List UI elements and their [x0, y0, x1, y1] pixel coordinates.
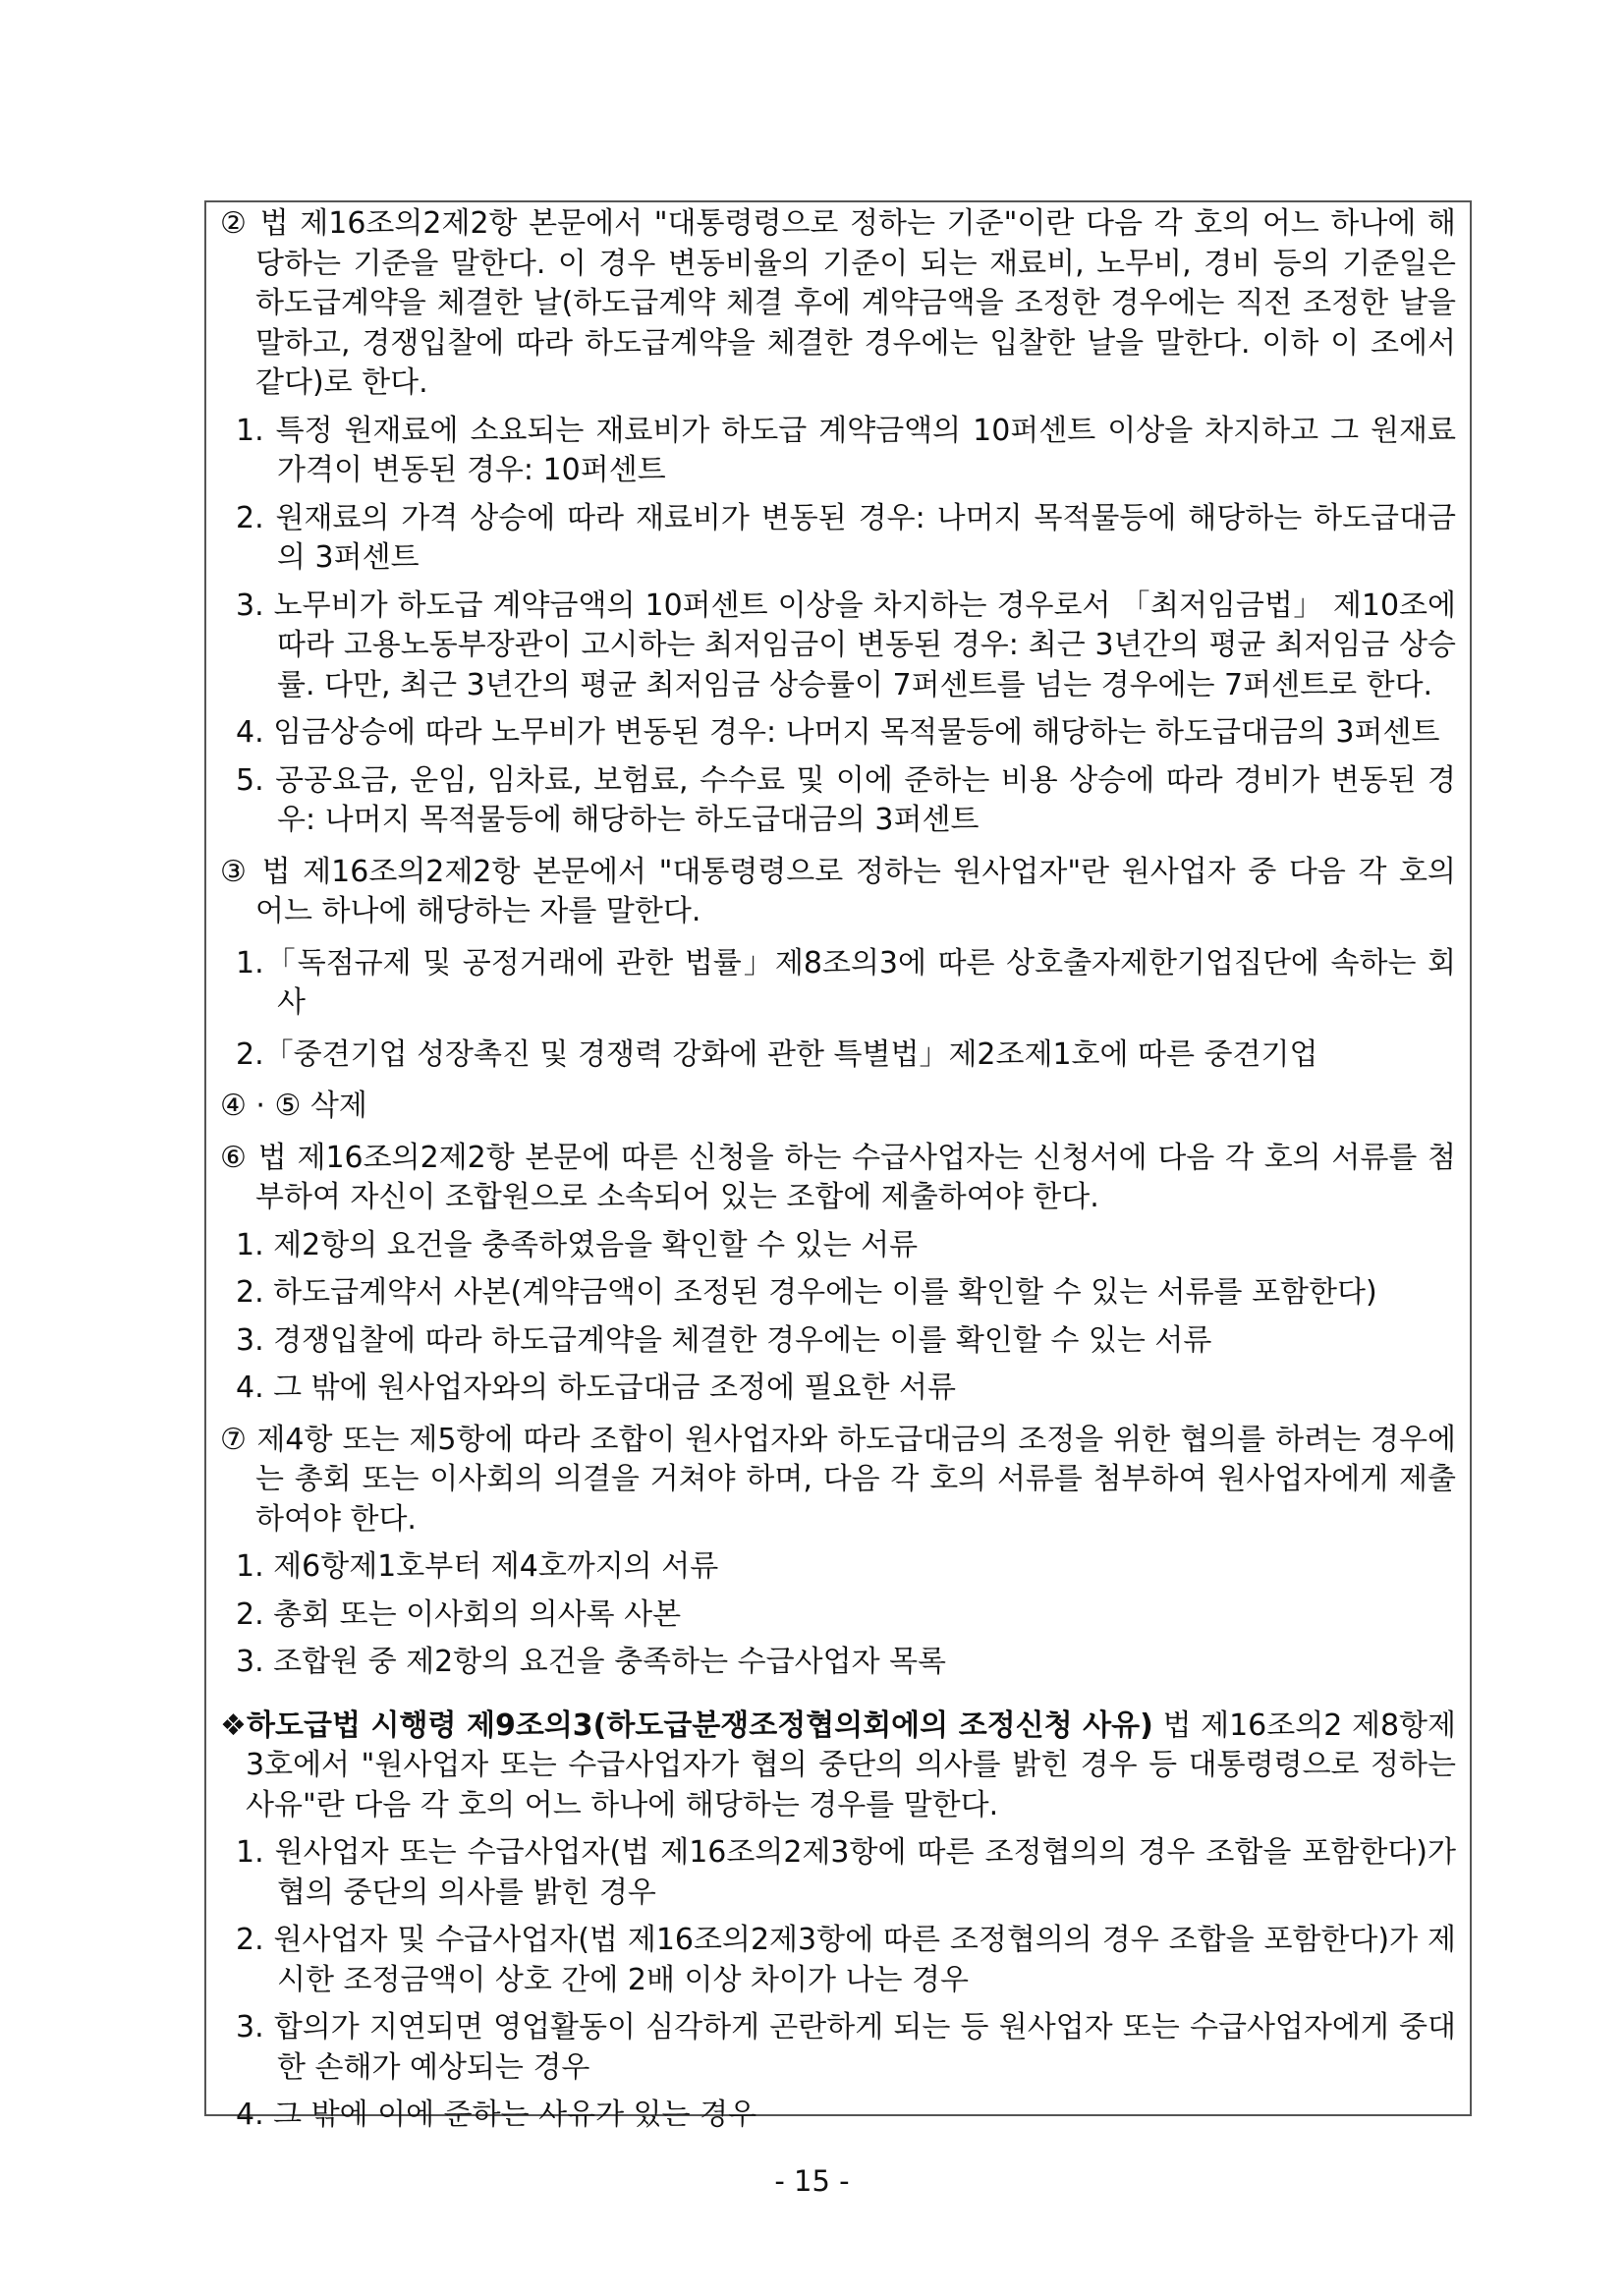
section-2-item-1: 1. 특정 원재료에 소요되는 재료비가 하도급 계약금액의 10퍼센트 이상을 차지하고 그 원재료 가격이 변동된 경우: 10퍼센트 — [236, 413, 1456, 487]
diamond-bullet-icon: ❖ — [220, 1708, 248, 1743]
note-text: 법 제16조의2 제8항제3호에서 "원사업자 또는 수급사업자가 협의 중단의 의사를 밝힌 경우 등 대통령령으로 정하는 사유"란 다음 각 호의 어느 하나에 해당하는 경우를 말한다. — [246, 1708, 1456, 1822]
section-7-paragraph: ⑦ 제4항 또는 제5항에 따라 조합이 원사업자와 하도급대금의 조정을 위한 협의를 하려는 경우에는 총회 또는 이사회의 의결을 거쳐야 하며, 다음 각 호의 서류를 첨부하여 원사업자에게 제출하여야 한다. — [220, 1422, 1456, 1537]
section-6-item-3: 3. 경쟁입찰에 따라 하도급계약을 체결한 경우에는 이를 확인할 수 있는 서류 — [236, 1322, 1212, 1358]
section-3-item-2: 2.「중견기업 성장촉진 및 경쟁력 강화에 관한 특별법」제2조제1호에 따른 중견기업 — [236, 1036, 1318, 1072]
section-2-item-4: 4. 임금상승에 따라 노무비가 변동된 경우: 나머지 목적물등에 해당하는 하도급대금의 3퍼센트 — [236, 715, 1440, 750]
section-6-paragraph: ⑥ 법 제16조의2제2항 본문에 따른 신청을 하는 수급사업자는 신청서에 다음 각 호의 서류를 첨부하여 자신이 조합원으로 소속되어 있는 조합에 제출하여야 한다. — [220, 1140, 1456, 1214]
enforcement-decree-note — [220, 1707, 1456, 1826]
section-7-item-1: 1. 제6항제1호부터 제4호까지의 서류 — [236, 1549, 719, 1584]
document-body — [220, 204, 1456, 2136]
note-item-3: 3. 합의가 지연되면 영업활동이 심각하게 곤란하게 되는 등 원사업자 또는 수급사업자에게 중대한 손해가 예상되는 경우 — [236, 2010, 1456, 2085]
page-number: - 15 - — [774, 2164, 850, 2198]
section-6-item-2: 2. 하도급계약서 사본(계약금액이 조정된 경우에는 이를 확인할 수 있는 서류를 포함한다) — [236, 1275, 1377, 1310]
section-6-item-1: 1. 제2항의 요건을 충족하였음을 확인할 수 있는 서류 — [236, 1227, 919, 1262]
section-3-paragraph: ③ 법 제16조의2제2항 본문에서 "대통령령으로 정하는 원사업자"란 원사업자 중 다음 각 호의 어느 하나에 해당하는 자를 말한다. — [220, 854, 1456, 928]
section-7-item-3: 3. 조합원 중 제2항의 요건을 충족하는 수급사업자 목록 — [236, 1645, 947, 1679]
note-item-1: 1. 원사업자 또는 수급사업자(법 제16조의2제3항에 따른 조정협의의 경우 조합을 포함한다)가 협의 중단의 의사를 밝힌 경우 — [236, 1835, 1456, 1910]
section-6-item-4: 4. 그 밖에 원사업자와의 하도급대금 조정에 필요한 서류 — [236, 1371, 956, 1405]
section-7-item-2: 2. 총회 또는 이사회의 의사록 사본 — [236, 1596, 682, 1632]
note-item-4: 4. 그 밖에 이에 준하는 사유가 있는 경우 — [236, 2098, 757, 2132]
note-item-2: 2. 원사업자 및 수급사업자(법 제16조의2제3항에 따른 조정협의의 경우 조합을 포함한다)가 제시한 조정금액이 상호 간에 2배 이상 차이가 나는 경우 — [236, 1923, 1456, 1997]
section-2-item-2: 2. 원재료의 가격 상승에 따라 재료비가 변동된 경우: 나머지 목적물등에 해당하는 하도급대금의 3퍼센트 — [236, 500, 1456, 575]
section-2-item-5: 5. 공공요금, 운임, 임차료, 보험료, 수수료 및 이에 준하는 비용 상승에 따라 경비가 변동된 경우: 나머지 목적물등에 해당하는 하도급대금의 3퍼센트 — [236, 762, 1456, 837]
note-title: 하도급법 시행령 제9조의3(하도급분쟁조정협의회에의 조정신청 사유) — [247, 1708, 1153, 1743]
section-3-item-1: 1.「독점규제 및 공정거래에 관한 법률」제8조의3에 따른 상호출자제한기업집단에 속하는 회사 — [236, 945, 1456, 1020]
content-box — [204, 200, 1472, 2132]
section-4-5-deleted: ④ · ⑤ 삭제 — [220, 1089, 367, 1123]
section-2-item-3: 3. 노무비가 하도급 계약금액의 10퍼센트 이상을 차지하는 경우로서 「최저임금법」 제10조에 따라 고용노동부장관이 고시하는 최저임금이 변동된 경우: 최근 3년간의 평균 최저임금 상승률. 다만, 최근 3년간의 평균 최저임금 상승률이 7퍼센트를 넘는 경우에는 7퍼센트로 한다. — [236, 588, 1456, 702]
section-2-paragraph: ② 법 제16조의2제2항 본문에서 "대통령령으로 정하는 기준"이란 다음 각 호의 어느 하나에 해당하는 기준을 말한다. 이 경우 변동비율의 기준이 되는 재료비, 노무비, 경비 등의 기준일은 하도급계약을 체결한 날(하도급계약 체결 후에 계약금액을 조정한 경우에는 직전 조정한 날을 말하고, 경쟁입찰에 따라 하도급계약을 체결한 경우에는 입찰한 날을 말한다. 이하 이 조에서 같다)로 한다. — [220, 206, 1456, 400]
